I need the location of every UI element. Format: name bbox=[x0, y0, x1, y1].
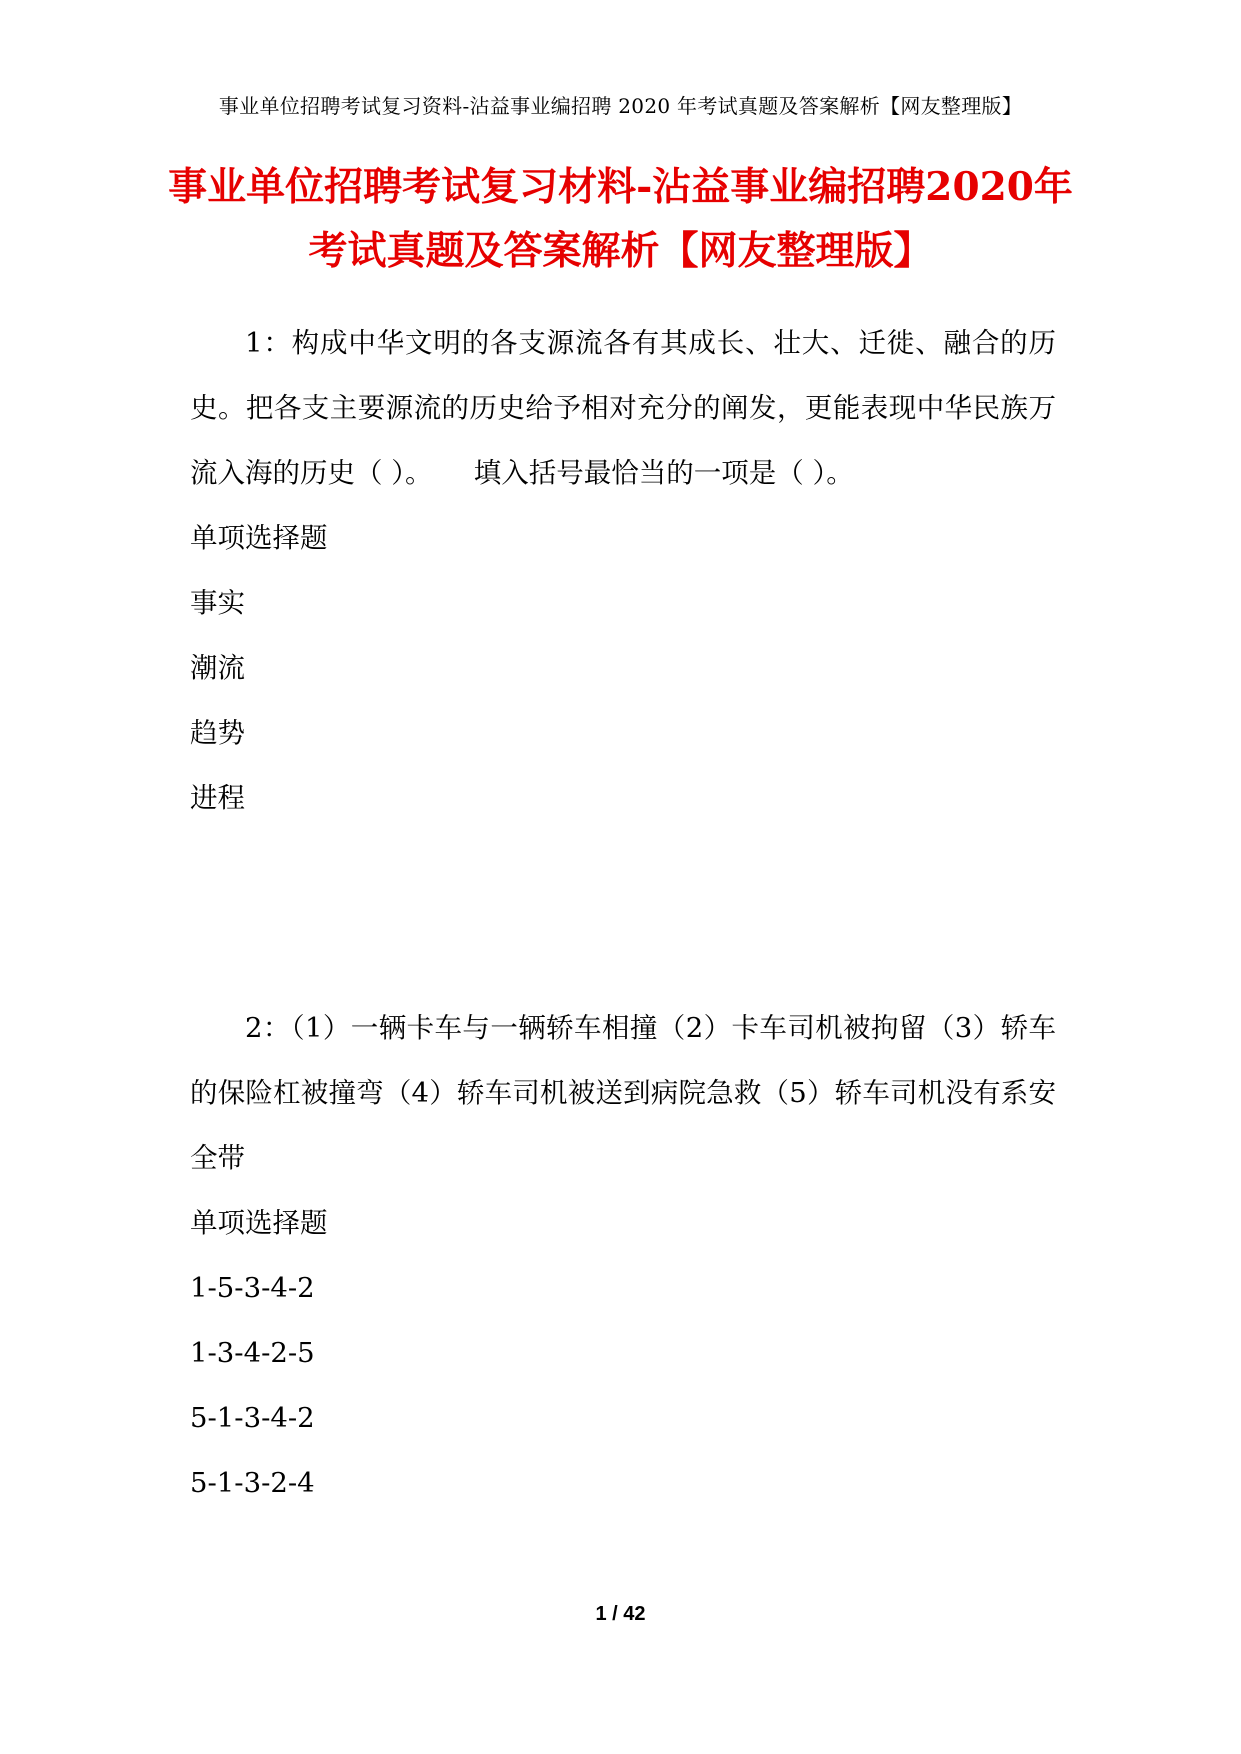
question-2 bbox=[190, 996, 1056, 1516]
page-indicator: 1 / 42 bbox=[595, 1603, 646, 1625]
option: 潮流 bbox=[190, 652, 245, 684]
option: 1-3-4-2-5 bbox=[190, 1337, 315, 1369]
option: 事实 bbox=[190, 587, 245, 619]
question-1 bbox=[190, 311, 1056, 831]
question-stem: 1：构成中华文明的各支源流各有其成长、壮大、迁徙、融合的历史。把各支主要源流的历史给予相对充分的阐发，更能表现中华民族万流入海的历史（ ）。 填入括号最恰当的一项是（ ）。 bbox=[190, 327, 1056, 489]
running-header: 事业单位招聘考试复习资料-沾益事业编招聘 2020 年考试真题及答案解析【网友整理版】 bbox=[218, 94, 1023, 118]
option: 1-5-3-4-2 bbox=[190, 1272, 315, 1304]
question-stem: 2：（1）一辆卡车与一辆轿车相撞（2）卡车司机被拘留（3）轿车的保险杠被撞弯（4）轿车司机被送到病院急救（5）轿车司机没有系安全带 bbox=[190, 1012, 1056, 1174]
option: 5-1-3-2-4 bbox=[190, 1467, 315, 1499]
document-title-line-1: 事业单位招聘考试复习材料-沾益事业编招聘2020年 bbox=[168, 164, 1073, 210]
document-title-line-2: 考试真题及答案解析【网友整理版】 bbox=[308, 228, 933, 274]
option: 进程 bbox=[190, 782, 245, 814]
option: 趋势 bbox=[190, 717, 245, 749]
option: 5-1-3-4-2 bbox=[190, 1402, 315, 1434]
question-type: 单项选择题 bbox=[190, 522, 328, 554]
question-type: 单项选择题 bbox=[190, 1207, 328, 1239]
